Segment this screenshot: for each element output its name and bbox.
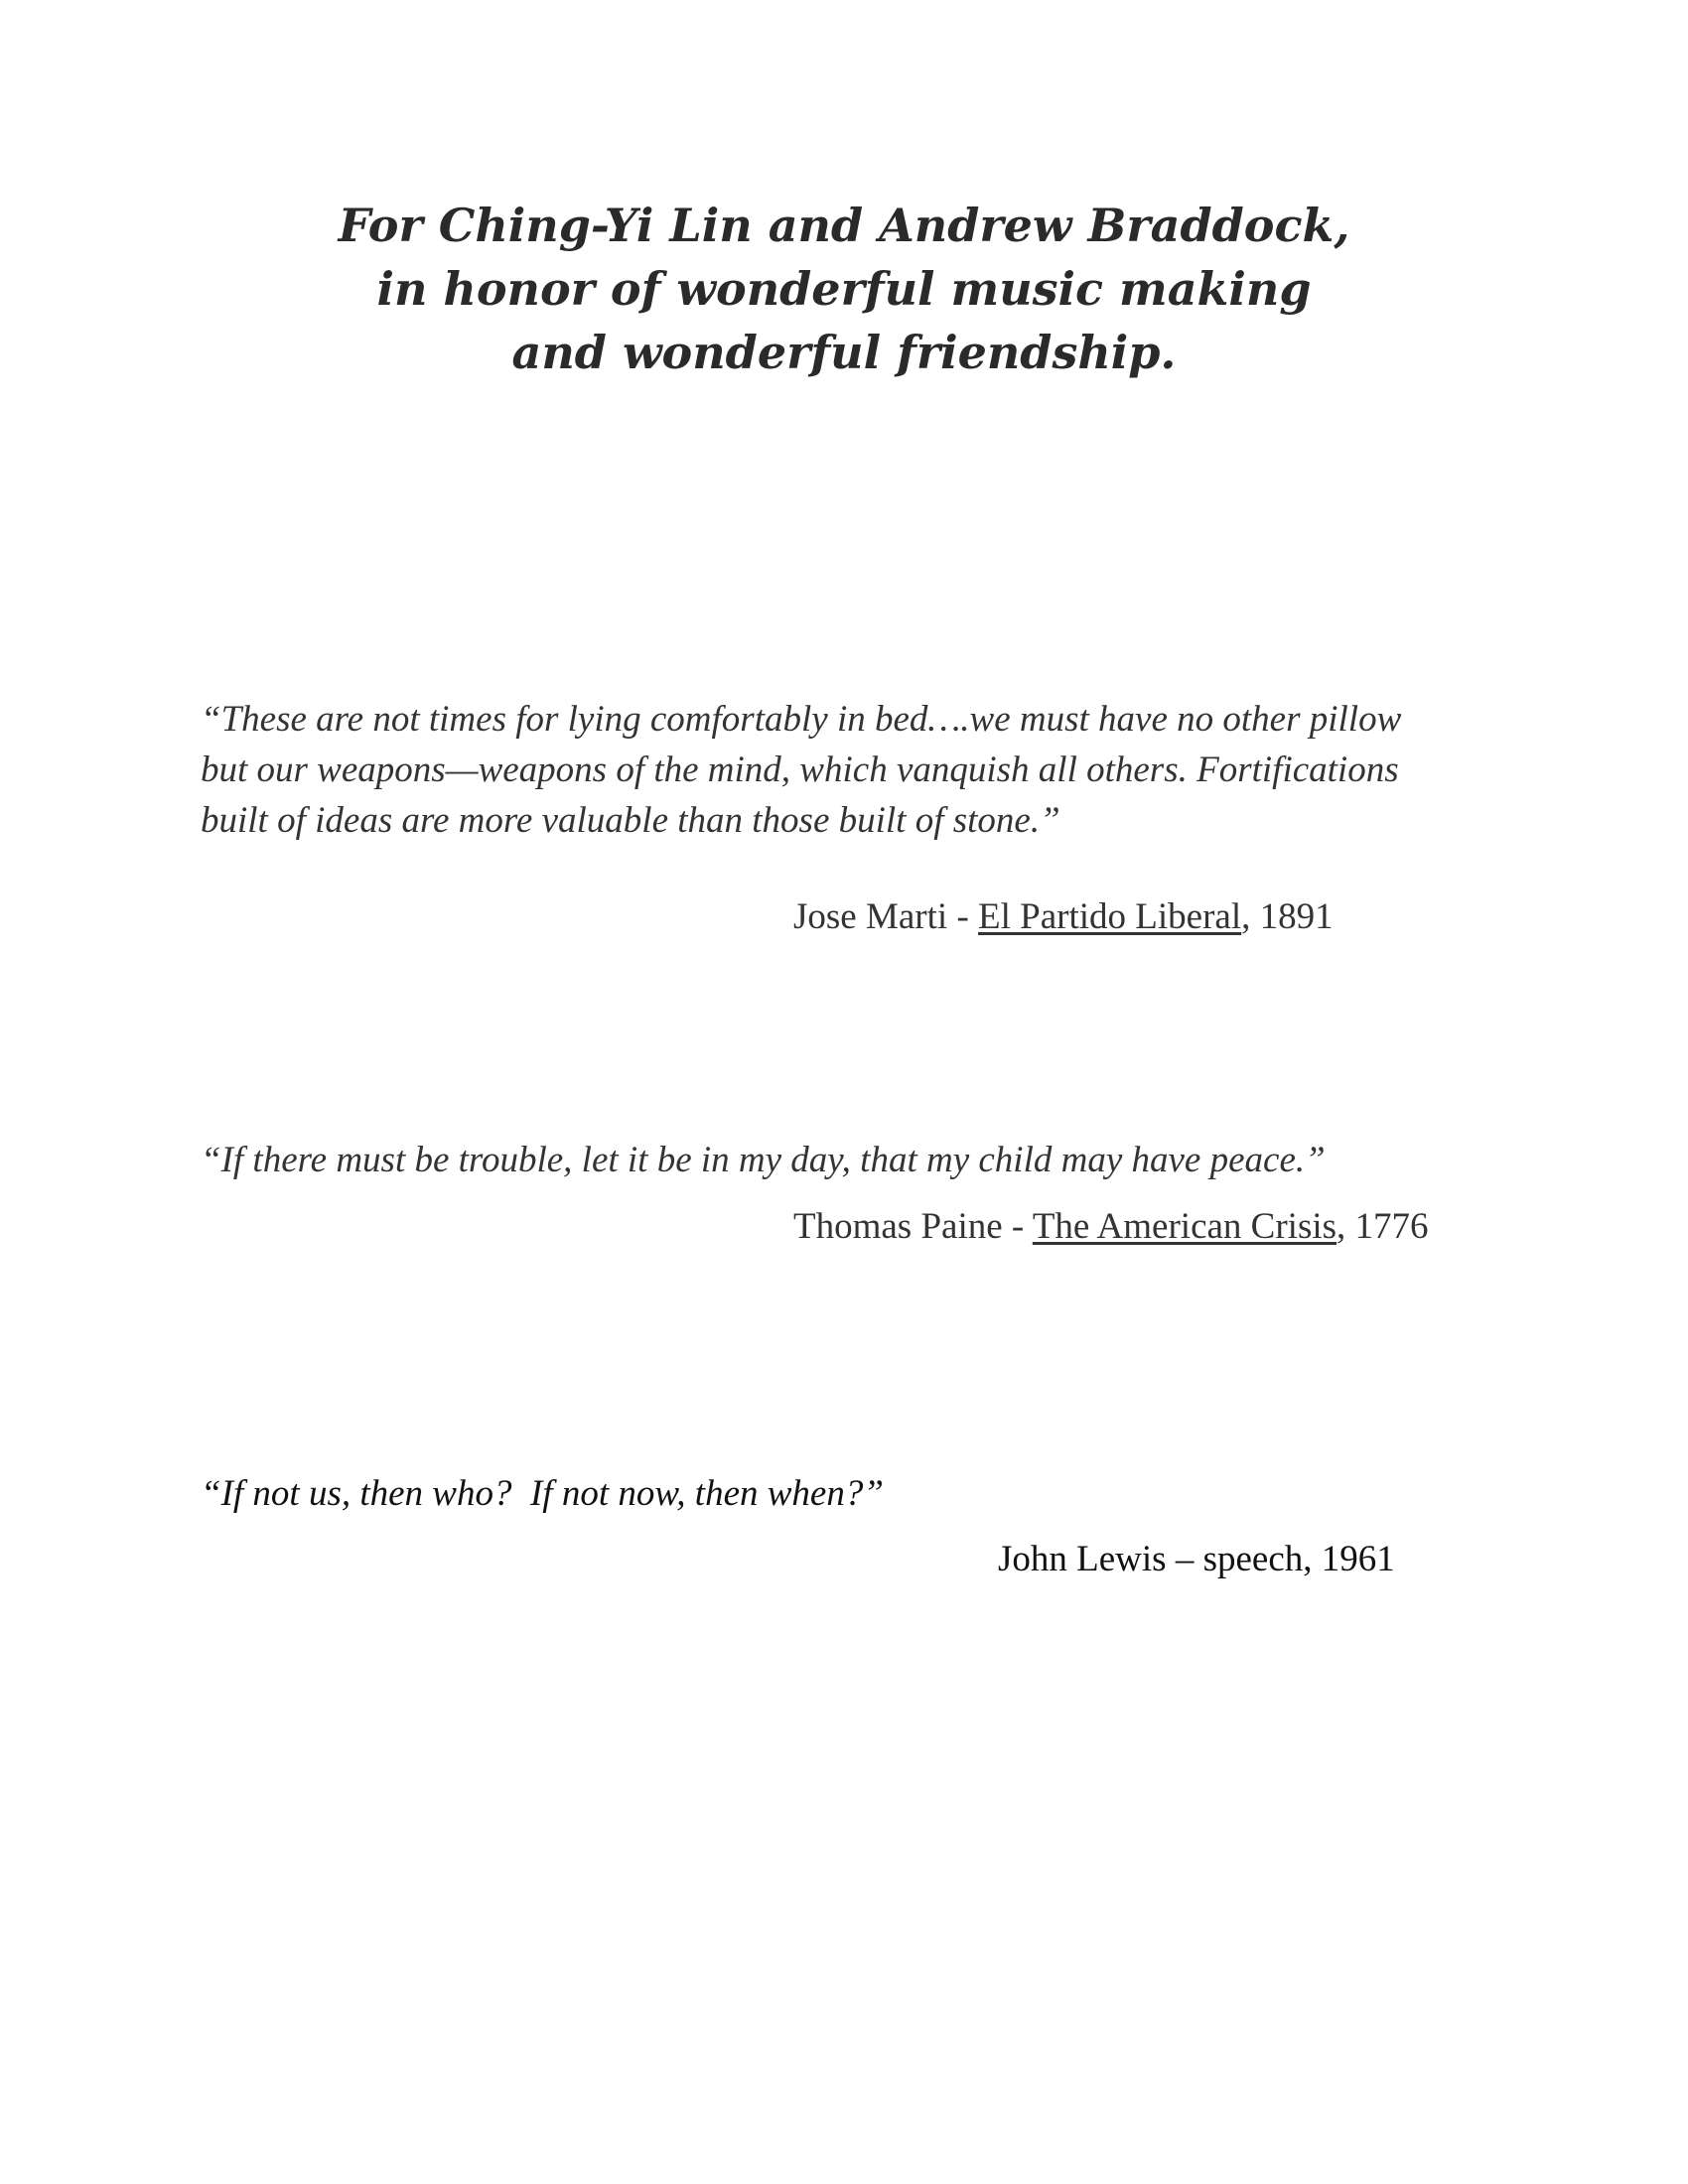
dedication <box>0 194 1688 384</box>
dedication-line: in honor of wonderful music making <box>376 262 1312 316</box>
attribution-separator: - <box>1002 1206 1033 1247</box>
attribution-text: John Lewis – speech, 1961 <box>998 1539 1395 1579</box>
attribution-author: Jose Marti <box>793 896 948 937</box>
quote-paine <box>201 1135 1326 1185</box>
quote-lewis <box>201 1468 884 1519</box>
quote-line: “These are not times for lying comfortably in bed….we must have no other pillow <box>201 699 1402 740</box>
quote-line: “If not us, then who? If not now, then when?” <box>201 1473 884 1514</box>
attribution-year: , 1776 <box>1336 1206 1429 1247</box>
quote-line: but our weapons—weapons of the mind, which vanquish all others. Fortifications <box>201 750 1399 790</box>
attribution-paine <box>793 1201 1429 1252</box>
attribution-work-title: El Partido Liberal <box>978 896 1242 937</box>
attribution-separator: - <box>947 896 979 937</box>
attribution-work-title: The American Crisis <box>1032 1206 1337 1247</box>
quote-marti <box>201 694 1401 846</box>
quote-line: built of ideas are more valuable than those built of stone.” <box>201 800 1060 841</box>
dedication-line: and wonderful friendship. <box>511 326 1177 379</box>
attribution-marti <box>793 891 1334 942</box>
quote-line: “If there must be trouble, let it be in my day, that my child may have peace.” <box>201 1140 1326 1180</box>
attribution-lewis <box>998 1534 1395 1584</box>
attribution-author: Thomas Paine <box>793 1206 1003 1247</box>
dedication-line: For Ching-Yi Lin and Andrew Braddock, <box>338 199 1350 252</box>
attribution-year: , 1891 <box>1241 896 1334 937</box>
